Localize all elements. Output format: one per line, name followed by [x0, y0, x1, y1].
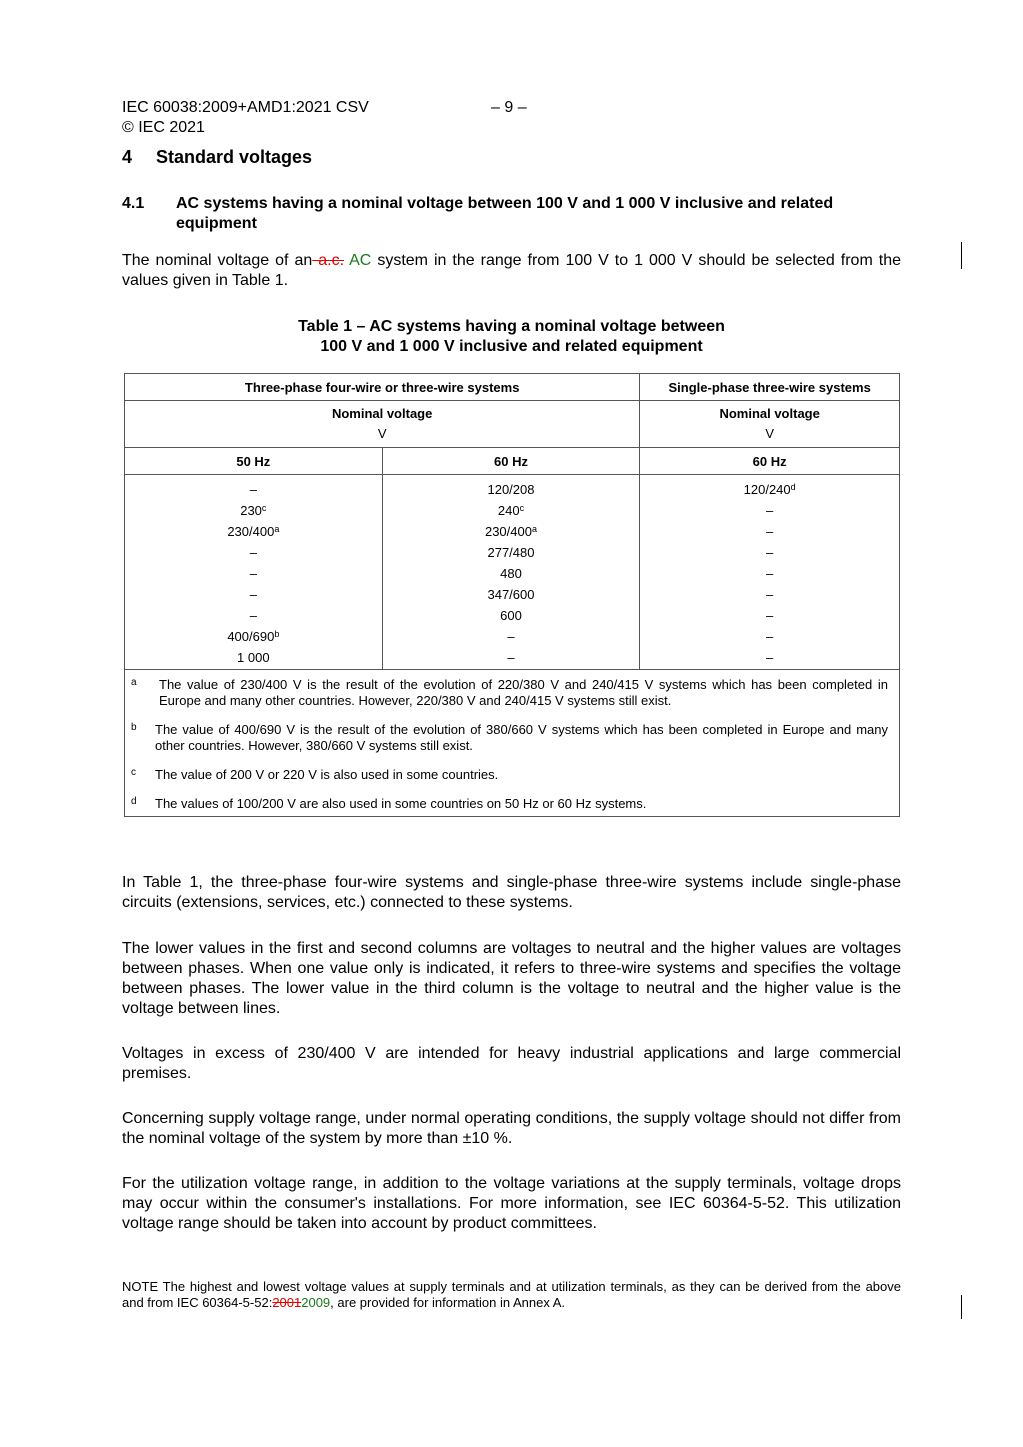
table-caption-line-1: Table 1 – AC systems having a nominal voltage between [298, 318, 725, 335]
section-title: Standard voltages [156, 147, 313, 167]
table-cell: 480 [500, 566, 522, 581]
note-label: NOTE [122, 1279, 159, 1294]
freq-header-50hz: 50 Hz [125, 448, 383, 475]
section-number: 4 [122, 147, 133, 167]
footnote-mark: c [131, 767, 136, 778]
change-bar [961, 242, 962, 269]
paragraph-1: In Table 1, the three-phase four-wire systems and single-phase three-wire systems include single-phase circuits (extensions, services, etc.) connected to these systems. [122, 874, 901, 911]
table-cell: 400/690$^b$ [227, 629, 280, 644]
paragraph-4: Concerning supply voltage range, under normal operating conditions, the supply voltage should not differ from the nominal voltage of the system by more than ±10 %. [122, 1110, 901, 1147]
footnote-mark: b [131, 722, 137, 733]
unit-label: V [765, 426, 774, 441]
table-cell: 600 [500, 608, 522, 623]
table-cell: – [507, 629, 515, 644]
page-number: – 9 – [491, 99, 527, 116]
column-50hz-values [125, 475, 383, 670]
freq-header-60hz-single: 60 Hz [640, 448, 900, 475]
inserted-text: AC [344, 252, 372, 269]
copyright: © IEC 2021 [122, 119, 205, 136]
table-cell: – [766, 566, 774, 581]
doc-id: IEC 60038:2009+AMD1:2021 CSV [122, 99, 369, 116]
footnote-b [125, 722, 888, 754]
intro-after: system in the range from 100 V to 1 000 V should be selected from the values given in Table 1. [122, 252, 902, 289]
table-cell: 120/208 [487, 482, 535, 497]
note [122, 1279, 901, 1311]
table-cell: 120/240$^d$ [743, 482, 796, 497]
footnote-text: The value of 400/690 V is the result of the evolution of 380/660 V systems which has been completed in Europe and many other countries. However, 380/660 V systems still exist. [155, 722, 888, 753]
change-bar [961, 1295, 962, 1319]
paragraph-5: For the utilization voltage range, in addition to the voltage variations at the supply terminals, voltage drops may occur within the consumer's installations. For more information, see IEC 60364-5-52. This utilization voltage range should be taken into account by product committees. [122, 1175, 901, 1232]
inserted-text: 2009 [301, 1295, 331, 1310]
table-cell: – [766, 608, 774, 623]
footnote-mark: a [131, 677, 137, 688]
table-cell: 230/400$^a$ [227, 524, 280, 539]
nominal-voltage-label: Nominal voltage [719, 406, 820, 421]
footnote-a [125, 677, 888, 709]
deleted-text: a.c. [312, 252, 345, 269]
voltage-table [124, 373, 900, 817]
subsection-number: 4.1 [122, 195, 145, 212]
table-cell: 347/600 [487, 587, 535, 602]
nominal-voltage-header-2 [640, 401, 900, 448]
table-cell: – [507, 650, 515, 665]
footnote-c [125, 767, 888, 783]
group-header-single-phase: Single-phase three-wire systems [640, 374, 900, 401]
table-cell: 230$^c$ [240, 503, 267, 518]
nominal-voltage-label: Nominal voltage [331, 406, 433, 421]
footnote-text: The value of 200 V or 220 V is also used in some countries. [155, 767, 499, 782]
footnote-text: The value of 230/400 V is the result of the evolution of 220/380 V and 240/415 V systems which has been completed in Europe and many other countries. However, 220/380 V and 240/415 V systems still exist. [159, 677, 888, 708]
intro-paragraph [122, 251, 901, 291]
table-cell: – [249, 587, 257, 602]
unit-label: V [377, 426, 387, 441]
freq-header-60hz: 60 Hz [382, 448, 640, 475]
intro-before: The nominal voltage of an [122, 252, 313, 269]
table-cell: – [249, 482, 257, 497]
table-footnotes [125, 670, 900, 817]
table-cell: – [249, 545, 257, 560]
table-cell: – [766, 629, 774, 644]
table-cell: – [249, 566, 257, 581]
subsection-title: AC systems having a nominal voltage between 100 V and 1 000 V inclusive and related equipment [176, 195, 834, 232]
paragraph-2: The lower values in the first and second columns are voltages to neutral and the higher values are voltages between phases. When one value only is indicated, it refers to three-wire systems and specifies the voltage between phases. The lower value in the third column is the voltage to neutral and the higher value is the voltage between lines. [122, 940, 901, 1017]
table-caption-line-2: 100 V and 1 000 V inclusive and related equipment [320, 338, 703, 355]
column-single-phase-values [640, 475, 900, 670]
table-cell: 1 000 [237, 650, 270, 665]
note-before: The highest and lowest voltage values at supply terminals and at utilization terminals, as they can be derived from the above and from IEC 60364-5-52: [122, 1279, 901, 1310]
footnote-text: The values of 100/200 V are also used in some countries on 50 Hz or 60 Hz systems. [155, 796, 647, 811]
table-caption [122, 317, 901, 357]
table-cell: – [766, 524, 774, 539]
table-cell: 277/480 [487, 545, 535, 560]
footnote-d [125, 796, 888, 812]
table-cell: 240$^c$ [497, 503, 525, 518]
note-after: , are provided for information in Annex A. [330, 1295, 566, 1310]
table-cell: – [766, 503, 774, 518]
table-cell: – [766, 650, 774, 665]
footnote-mark: d [131, 796, 137, 807]
table-cell: – [766, 587, 774, 602]
table-cell: 230/400$^a$ [484, 524, 537, 539]
column-60hz-values [382, 475, 640, 670]
deleted-text: 2001 [272, 1295, 302, 1310]
table-cell: – [766, 545, 774, 560]
paragraph-3: Voltages in excess of 230/400 V are intended for heavy industrial applications and large commercial premises. [122, 1045, 901, 1082]
table-cell: – [249, 608, 257, 623]
group-header-three-phase: Three-phase four-wire or three-wire systems [125, 374, 640, 401]
nominal-voltage-header-1 [125, 401, 640, 448]
